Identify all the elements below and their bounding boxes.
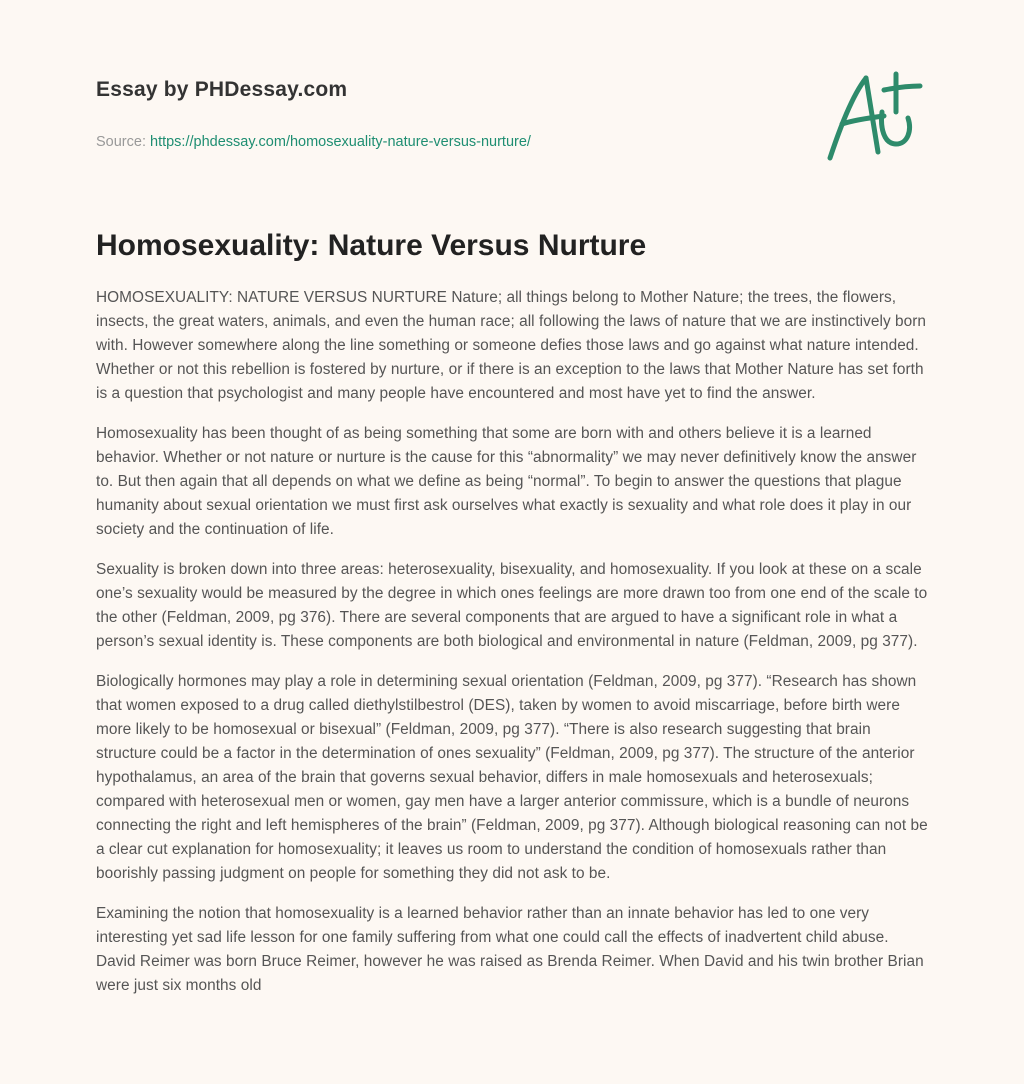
essay-paragraph: Examining the notion that homosexuality is a learned behavior rather than an innate behavior has led to one very interesting yet sad life lesson for one family suffering from what one could call the effects of inadvertent child abuse. David Reimer was born Bruce Reimer, however he was raised as Brenda Reimer. When David and his twin brother Brian were just six months old [96,905,924,994]
essay-paragraph: Biologically hormones may play a role in determining sexual orientation (Feldman, 2009, pg 377). “Research has shown that women exposed to a drug called diethylstilbestrol (DES), taken by women to avoid miscarriage, before birth were more likely to be homosexual or bisexual” (Feldman, 2009, pg 377). “There is also research suggesting that brain structure could be a factor in the determination of ones sexuality” (Feldman, 2009, pg 377). The structure of the anterior hypothalamus, an area of the brain that governs sexual behavior, differs in male homosexuals and heterosexuals; compared with heterosexual men or women, gay men have a larger anterior commissure, which is a bundle of neurons connecting the right and left hemispheres of the brain” (Feldman, 2009, pg 377). Although biological reasoning can not be a clear cut explanation for homosexuality; it leaves us room to understand the condition of homosexuals rather than boorishly passing judgment on people for something they did not ask to be. [96,673,928,882]
essay-body [96,286,930,1014]
site-brand: Essay by PHDessay.com [96,78,348,101]
page-header [96,76,716,152]
essay-title: Homosexuality: Nature Versus Nurture [96,229,647,262]
a-plus-grade-icon [822,66,928,166]
source-label: Source: [96,134,150,150]
essay-paragraph: Sexuality is broken down into three areas: heterosexuality, bisexuality, and homosexuality. If you look at these on a scale one’s sexuality would be measured by the degree in which ones feelings are more drawn too from one end of the scale to the other (Feldman, 2009, pg 376). There are several components that are argued to have a significant role in what a person’s sexual identity is. These components are both biological and environmental in nature (Feldman, 2009, pg 377). [96,561,928,650]
essay-paragraph: HOMOSEXUALITY: NATURE VERSUS NURTURE Nature; all things belong to Mother Nature; the trees, the flowers, insects, the great waters, animals, and even the human race; all following the laws of nature that we are instinctively born with. However somewhere along the line something or someone defies those laws and go against what nature intended. Whether or not this rebellion is fostered by nurture, or if there is an exception to the laws that Mother Nature has set forth is a question that psychologist and many people have encountered and most have yet to find the answer. [96,289,927,402]
source-line [96,132,716,152]
source-link[interactable]: https://phdessay.com/homosexuality-nature-versus-nurture/ [150,134,531,150]
essay-paragraph: Homosexuality has been thought of as being something that some are born with and others believe it is a learned behavior. Whether or not nature or nurture is the cause for this “abnormality” we may never definitively know the answer to. But then again that all depends on what we define as being “normal”. To begin to answer the questions that plague humanity about sexual orientation we must first ask ourselves what exactly is sexuality and what role does it play in our society and the continuation of life. [96,425,917,538]
